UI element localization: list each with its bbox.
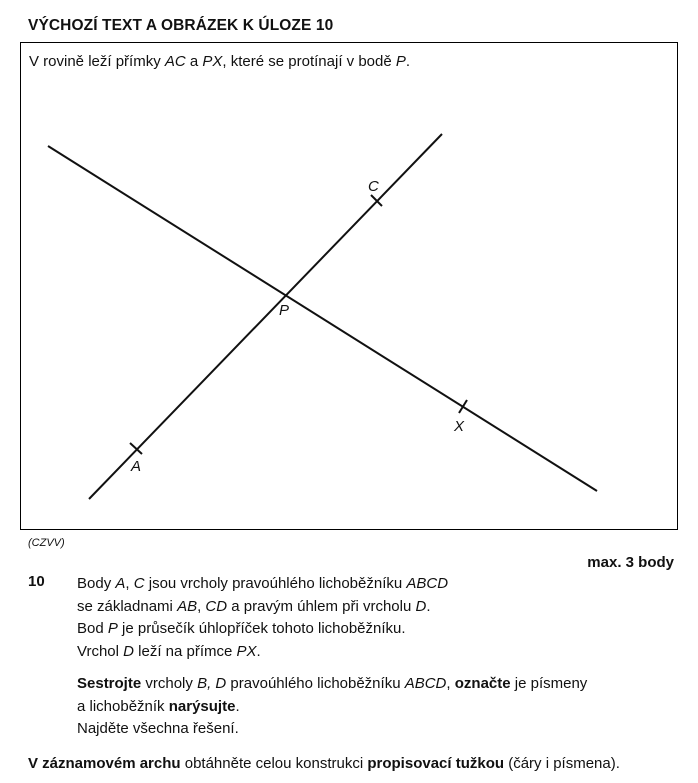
task-line: Body A, C jsou vrcholy pravoúhlého lichoběžníku ABCD <box>77 575 449 592</box>
task-line: Sestrojte vrcholy B, D pravoúhlého lichoběžníku ABCD, označte je písmeny <box>77 675 588 692</box>
task-line: Bod P je průsečík úhlopříček tohoto lichoběžníku. <box>77 620 406 637</box>
intro-part: . <box>405 53 411 70</box>
task-line: Najděte všechna řešení. <box>77 720 239 737</box>
line-px-name: PX <box>202 53 223 70</box>
line-ac <box>89 134 442 499</box>
label-p: P <box>279 302 290 319</box>
label-c: C <box>368 178 379 195</box>
source-note: (CZVV) <box>28 537 65 549</box>
task-number: 10 <box>28 573 45 590</box>
intro-part: , které se protínají v bodě <box>222 53 396 70</box>
point-p-name: P <box>395 53 406 70</box>
label-x: X <box>454 418 465 435</box>
task-text <box>77 573 587 741</box>
label-a: A <box>131 458 142 475</box>
task-line: a lichoběžník narýsujte. <box>77 697 240 715</box>
line-px <box>48 146 597 491</box>
max-points: max. 3 body <box>587 554 674 571</box>
tick-mark-x <box>459 400 467 413</box>
intro-part: a <box>185 53 203 70</box>
line-ac-name: AC <box>164 53 186 70</box>
answer-sheet-instruction: V záznamovém archu obtáhněte celou konstrukci propisovací tužkou (čáry i písmena). <box>28 755 620 772</box>
task-line: se základnami AB, CD a pravým úhlem při vrcholu D. <box>77 597 431 615</box>
geometry-figure <box>21 43 679 531</box>
intro-part: V rovině leží přímky <box>29 53 165 70</box>
figure-frame <box>20 42 678 530</box>
task-line: Vrchol D leží na přímce PX. <box>77 642 261 660</box>
task-heading: VÝCHOZÍ TEXT A OBRÁZEK K ÚLOZE 10 <box>28 17 334 34</box>
